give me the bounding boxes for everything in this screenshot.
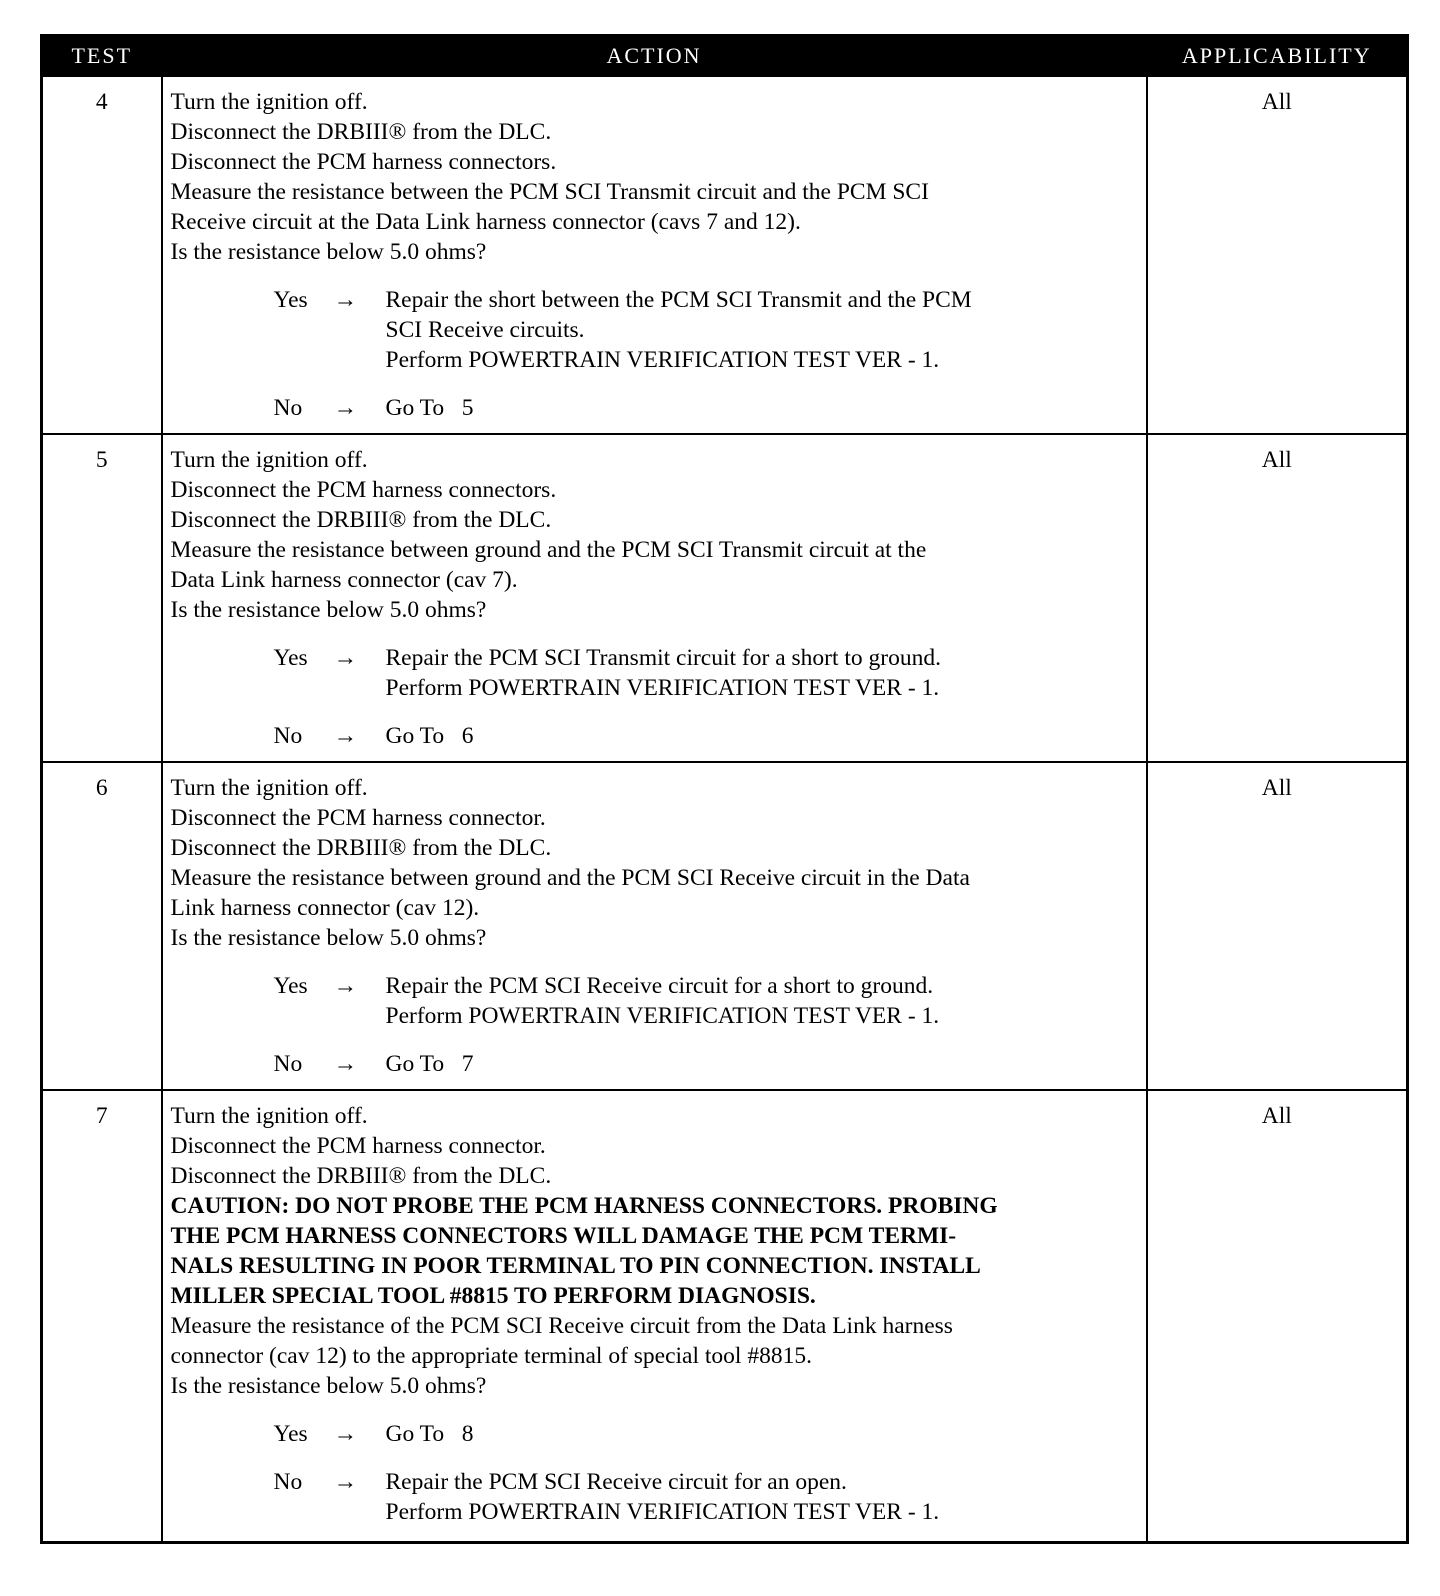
branches xyxy=(171,1419,1138,1527)
branch-yes-label: Yes xyxy=(273,973,308,999)
action-line: Receive circuit at the Data Link harness connector (cavs 7 and 12). xyxy=(170,209,801,235)
action-line: Disconnect the DRBIII® from the DLC. xyxy=(170,1163,552,1189)
arrow-right-icon: → xyxy=(333,395,357,421)
action-line: Disconnect the DRBIII® from the DLC. xyxy=(170,507,552,533)
branch-no-label: No xyxy=(273,1469,303,1495)
action-cell xyxy=(162,76,1147,434)
action-line: Turn the ignition off. xyxy=(170,1103,368,1129)
test-number: 5 xyxy=(42,434,162,762)
arrow-right-icon: → xyxy=(333,287,357,313)
action-line: Disconnect the PCM harness connectors. xyxy=(170,477,557,503)
test-number: 4 xyxy=(42,76,162,434)
branch-yes xyxy=(171,971,1138,1031)
table-row xyxy=(42,762,1408,1090)
diagnostic-table-sheet xyxy=(40,34,1406,1544)
branch-yes-label: Yes xyxy=(273,1421,308,1447)
table-row xyxy=(42,76,1408,434)
header-test: TEST xyxy=(42,36,162,77)
action-line: Is the resistance below 5.0 ohms? xyxy=(170,597,487,623)
branch-no xyxy=(171,393,1138,423)
table-row xyxy=(42,1090,1408,1543)
caution-line: MILLER SPECIAL TOOL #8815 TO PERFORM DIAGNOSIS. xyxy=(170,1283,816,1309)
branch-line: Go To 5 xyxy=(385,395,474,421)
applicability-cell: All xyxy=(1147,762,1408,1090)
arrow-right-icon: → xyxy=(333,973,357,999)
table-row xyxy=(42,434,1408,762)
branch-line: Perform POWERTRAIN VERIFICATION TEST VER - 1. xyxy=(385,1499,940,1525)
branches xyxy=(171,971,1138,1079)
header-applicability: APPLICABILITY xyxy=(1147,36,1408,77)
applicability-cell: All xyxy=(1147,76,1408,434)
branch-line: SCI Receive circuits. xyxy=(385,317,585,343)
branch-yes-body xyxy=(386,1419,1138,1449)
action-line: Link harness connector (cav 12). xyxy=(170,895,480,921)
action-line: Data Link harness connector (cav 7). xyxy=(170,567,518,593)
branch-yes xyxy=(171,643,1138,703)
action-line: Turn the ignition off. xyxy=(170,775,368,801)
branch-no-body xyxy=(386,721,1138,751)
action-line: Measure the resistance between ground and the PCM SCI Transmit circuit at the xyxy=(170,537,927,563)
action-line: Disconnect the PCM harness connector. xyxy=(170,805,546,831)
action-line: Is the resistance below 5.0 ohms? xyxy=(170,925,487,951)
action-line: Disconnect the DRBIII® from the DLC. xyxy=(170,835,552,861)
arrow-right-icon: → xyxy=(333,645,357,671)
branch-line: Perform POWERTRAIN VERIFICATION TEST VER - 1. xyxy=(385,675,940,701)
arrow-right-icon: → xyxy=(333,1469,357,1495)
branch-no-body xyxy=(386,1049,1138,1079)
branch-line: Repair the PCM SCI Receive circuit for a short to ground. xyxy=(385,973,934,999)
caution-line: THE PCM HARNESS CONNECTORS WILL DAMAGE THE PCM TERMI- xyxy=(170,1223,957,1249)
action-line: connector (cav 12) to the appropriate terminal of special tool #8815. xyxy=(170,1343,812,1369)
branch-line: Go To 7 xyxy=(385,1051,474,1077)
branch-no-body xyxy=(386,393,1138,423)
test-number: 7 xyxy=(42,1090,162,1543)
table-header-row xyxy=(42,36,1408,77)
header-action: ACTION xyxy=(162,36,1147,77)
branch-no-label: No xyxy=(273,1051,303,1077)
branch-line: Go To 8 xyxy=(385,1421,474,1447)
branch-no xyxy=(171,721,1138,751)
branch-no-label: No xyxy=(273,395,303,421)
branch-line: Repair the PCM SCI Transmit circuit for a short to ground. xyxy=(385,645,941,671)
branch-yes-body xyxy=(386,971,1138,1031)
branches xyxy=(171,285,1138,423)
diagnostic-test-table xyxy=(40,34,1409,1544)
action-line: Turn the ignition off. xyxy=(170,89,368,115)
branch-yes xyxy=(171,285,1138,375)
action-line: Is the resistance below 5.0 ohms? xyxy=(170,239,487,265)
action-cell xyxy=(162,1090,1147,1543)
branch-line: Repair the PCM SCI Receive circuit for an open. xyxy=(385,1469,847,1495)
branch-line: Perform POWERTRAIN VERIFICATION TEST VER - 1. xyxy=(385,1003,940,1029)
caution-line: CAUTION: DO NOT PROBE THE PCM HARNESS CONNECTORS. PROBING xyxy=(170,1193,998,1219)
applicability-cell: All xyxy=(1147,1090,1408,1543)
action-line: Turn the ignition off. xyxy=(170,447,368,473)
action-line: Is the resistance below 5.0 ohms? xyxy=(170,1373,487,1399)
branches xyxy=(171,643,1138,751)
branch-no xyxy=(171,1049,1138,1079)
action-line: Measure the resistance of the PCM SCI Receive circuit from the Data Link harness xyxy=(170,1313,953,1339)
action-cell xyxy=(162,762,1147,1090)
branch-no-label: No xyxy=(273,723,303,749)
action-cell xyxy=(162,434,1147,762)
arrow-right-icon: → xyxy=(333,1051,357,1077)
branch-line: Go To 6 xyxy=(385,723,474,749)
branch-yes-body xyxy=(386,285,1138,375)
branch-no xyxy=(171,1467,1138,1527)
arrow-right-icon: → xyxy=(333,723,357,749)
action-line: Disconnect the PCM harness connectors. xyxy=(170,149,557,175)
caution-line: NALS RESULTING IN POOR TERMINAL TO PIN CONNECTION. INSTALL xyxy=(170,1253,981,1279)
action-line: Disconnect the PCM harness connector. xyxy=(170,1133,546,1159)
applicability-cell: All xyxy=(1147,434,1408,762)
test-number: 6 xyxy=(42,762,162,1090)
arrow-right-icon: → xyxy=(333,1421,357,1447)
branch-no-body xyxy=(386,1467,1138,1527)
branch-line: Perform POWERTRAIN VERIFICATION TEST VER - 1. xyxy=(385,347,940,373)
action-line: Measure the resistance between the PCM SCI Transmit circuit and the PCM SCI xyxy=(170,179,929,205)
branch-yes xyxy=(171,1419,1138,1449)
branch-yes-label: Yes xyxy=(273,645,308,671)
branch-line: Repair the short between the PCM SCI Transmit and the PCM xyxy=(385,287,972,313)
branch-yes-body xyxy=(386,643,1138,703)
branch-yes-label: Yes xyxy=(273,287,308,313)
action-line: Disconnect the DRBIII® from the DLC. xyxy=(170,119,552,145)
action-line: Measure the resistance between ground and the PCM SCI Receive circuit in the Data xyxy=(170,865,970,891)
